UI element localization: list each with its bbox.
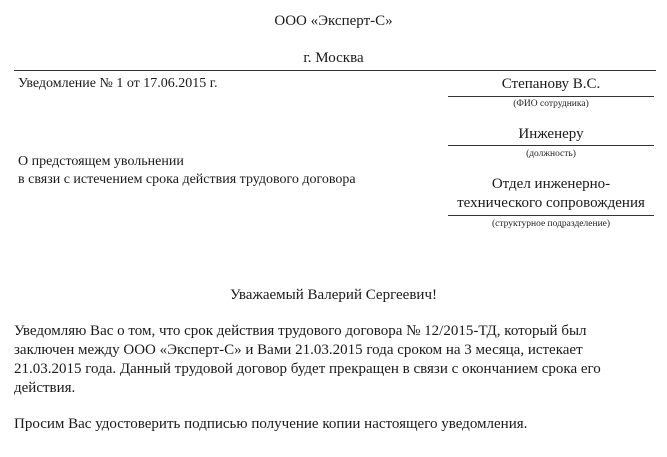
paragraph-1-line-4: действия.	[14, 380, 76, 396]
subject-line-1: О предстоящем увольнении	[18, 154, 184, 169]
recipient-department-line2: технического сопровождения	[457, 195, 645, 211]
recipient-name-caption: (ФИО сотрудника)	[513, 99, 589, 109]
paragraph-1-line-1: Уведомляю Вас о том, что срок действия трудового договора № 12/2015-ТД, который был	[14, 323, 587, 339]
header-divider	[14, 70, 656, 71]
paragraph-1-line-3: 21.03.2015 года. Данный трудовой договор будет прекращен в связи с окончанием срока его	[14, 361, 601, 377]
recipient-position: Инженеру	[518, 126, 584, 142]
recipient-position-caption: (должность)	[526, 149, 576, 159]
organization-name: ООО «Эксперт-С»	[274, 13, 393, 29]
recipient-department-line	[448, 215, 654, 216]
recipient-name: Степанову В.С.	[501, 76, 601, 92]
paragraph-1-line-2: заключен между ООО «Эксперт-С» и Вами 21.03.2015 года сроком на 3 месяца, истекает	[14, 342, 583, 358]
subject-line-2: в связи с истечением срока действия трудового договора	[18, 172, 356, 187]
recipient-name-line	[448, 96, 654, 97]
recipient-position-line	[448, 145, 654, 146]
recipient-department-caption: (структурное подразделение)	[491, 219, 611, 229]
salutation: Уважаемый Валерий Сергеевич!	[229, 287, 437, 303]
recipient-department-line1: Отдел инженерно-	[491, 176, 611, 192]
paragraph-2: Просим Вас удостоверить подписью получение копии настоящего уведомления.	[14, 416, 528, 432]
notice-number-date: Уведомление № 1 от 17.06.2015 г.	[18, 76, 218, 91]
city: г. Москва	[303, 50, 364, 66]
